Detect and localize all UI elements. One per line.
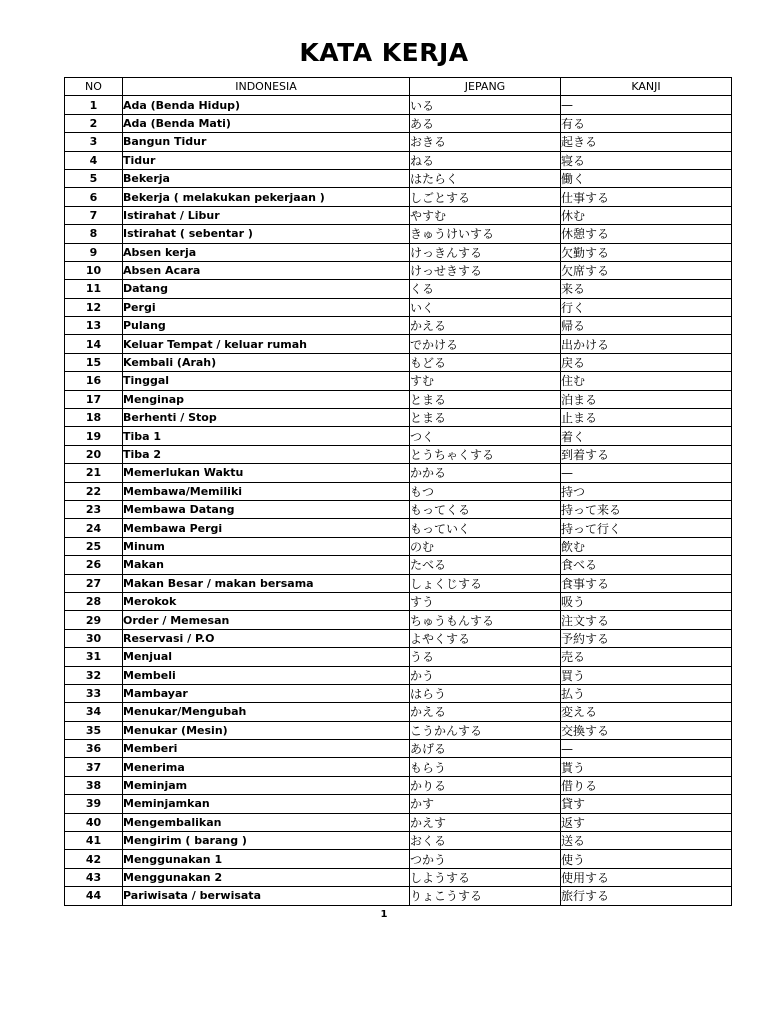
table-row <box>65 390 732 408</box>
cell-kanji: — <box>561 464 732 482</box>
cell-no: 36 <box>65 740 123 758</box>
cell-no: 30 <box>65 629 123 647</box>
cell-kanji: 吸う <box>561 592 732 610</box>
cell-jepang: けっせきする <box>410 261 561 279</box>
cell-indonesia: Bekerja ( melakukan pekerjaan ) <box>123 188 410 206</box>
cell-indonesia: Membawa Datang <box>123 500 410 518</box>
cell-jepang: でかける <box>410 335 561 353</box>
table-row <box>65 500 732 518</box>
cell-jepang: もってくる <box>410 500 561 518</box>
table-row <box>65 133 732 151</box>
cell-jepang: かえる <box>410 703 561 721</box>
cell-kanji: 返す <box>561 813 732 831</box>
table-row <box>65 887 732 905</box>
cell-indonesia: Minum <box>123 537 410 555</box>
cell-indonesia: Absen kerja <box>123 243 410 261</box>
cell-kanji: 仕事する <box>561 188 732 206</box>
cell-indonesia: Menjual <box>123 648 410 666</box>
cell-kanji: 買う <box>561 666 732 684</box>
cell-kanji: — <box>561 740 732 758</box>
cell-indonesia: Pulang <box>123 317 410 335</box>
cell-kanji: 戻る <box>561 353 732 371</box>
cell-kanji: 有る <box>561 114 732 132</box>
cell-kanji: 到着する <box>561 445 732 463</box>
cell-jepang: すう <box>410 592 561 610</box>
table-row <box>65 114 732 132</box>
column-header-kanji: KANJI <box>561 78 732 96</box>
cell-kanji: 行く <box>561 298 732 316</box>
cell-kanji: 食事する <box>561 574 732 592</box>
table-row <box>65 151 732 169</box>
cell-indonesia: Meminjam <box>123 776 410 794</box>
cell-no: 13 <box>65 317 123 335</box>
cell-no: 6 <box>65 188 123 206</box>
table-row <box>65 353 732 371</box>
cell-indonesia: Mambayar <box>123 684 410 702</box>
cell-kanji: 寝る <box>561 151 732 169</box>
cell-jepang: もどる <box>410 353 561 371</box>
cell-indonesia: Tinggal <box>123 372 410 390</box>
cell-kanji: 飲む <box>561 537 732 555</box>
cell-no: 33 <box>65 684 123 702</box>
cell-jepang: しようする <box>410 868 561 886</box>
cell-kanji: 帰る <box>561 317 732 335</box>
cell-no: 8 <box>65 225 123 243</box>
table-row <box>65 758 732 776</box>
cell-jepang: とうちゃくする <box>410 445 561 463</box>
cell-indonesia: Mengembalikan <box>123 813 410 831</box>
cell-jepang: りょこうする <box>410 887 561 905</box>
cell-kanji: 欠勤する <box>561 243 732 261</box>
page-number: 1 <box>380 909 388 920</box>
table-row <box>65 795 732 813</box>
table-row <box>65 280 732 298</box>
cell-kanji: 予約する <box>561 629 732 647</box>
cell-jepang: かかる <box>410 464 561 482</box>
cell-jepang: いる <box>410 96 561 114</box>
cell-no: 38 <box>65 776 123 794</box>
cell-jepang: こうかんする <box>410 721 561 739</box>
column-header-no: NO <box>65 78 123 96</box>
cell-jepang: はらう <box>410 684 561 702</box>
page-title: KATA KERJA <box>299 38 469 67</box>
cell-jepang: もつ <box>410 482 561 500</box>
cell-jepang: おきる <box>410 133 561 151</box>
cell-indonesia: Memberi <box>123 740 410 758</box>
cell-no: 11 <box>65 280 123 298</box>
cell-no: 28 <box>65 592 123 610</box>
cell-kanji: 休む <box>561 206 732 224</box>
cell-jepang: ねる <box>410 151 561 169</box>
table-row <box>65 703 732 721</box>
cell-indonesia: Mengirim ( barang ) <box>123 832 410 850</box>
cell-jepang: いく <box>410 298 561 316</box>
cell-indonesia: Ada (Benda Hidup) <box>123 96 410 114</box>
cell-indonesia: Pariwisata / berwisata <box>123 887 410 905</box>
table-row <box>65 813 732 831</box>
cell-kanji: 来る <box>561 280 732 298</box>
cell-indonesia: Makan Besar / makan bersama <box>123 574 410 592</box>
cell-no: 3 <box>65 133 123 151</box>
cell-kanji: 変える <box>561 703 732 721</box>
table-row <box>65 629 732 647</box>
cell-jepang: かす <box>410 795 561 813</box>
table-row <box>65 537 732 555</box>
cell-jepang: ちゅうもんする <box>410 611 561 629</box>
cell-jepang: やすむ <box>410 206 561 224</box>
cell-no: 27 <box>65 574 123 592</box>
table-row <box>65 556 732 574</box>
cell-indonesia: Membeli <box>123 666 410 684</box>
cell-no: 12 <box>65 298 123 316</box>
cell-jepang: もらう <box>410 758 561 776</box>
cell-kanji: 旅行する <box>561 887 732 905</box>
cell-kanji: 食べる <box>561 556 732 574</box>
table-row <box>65 169 732 187</box>
cell-jepang: しごとする <box>410 188 561 206</box>
cell-jepang: たべる <box>410 556 561 574</box>
cell-jepang: きゅうけいする <box>410 225 561 243</box>
cell-no: 32 <box>65 666 123 684</box>
cell-indonesia: Merokok <box>123 592 410 610</box>
cell-indonesia: Order / Memesan <box>123 611 410 629</box>
table-row <box>65 298 732 316</box>
cell-kanji: 持つ <box>561 482 732 500</box>
cell-jepang: すむ <box>410 372 561 390</box>
cell-jepang: ある <box>410 114 561 132</box>
cell-indonesia: Membawa Pergi <box>123 519 410 537</box>
table-row <box>65 850 732 868</box>
table-row <box>65 445 732 463</box>
cell-no: 16 <box>65 372 123 390</box>
cell-jepang: けっきんする <box>410 243 561 261</box>
cell-jepang: はたらく <box>410 169 561 187</box>
table-row <box>65 409 732 427</box>
table-body <box>65 96 732 905</box>
cell-indonesia: Tidur <box>123 151 410 169</box>
cell-kanji: 出かける <box>561 335 732 353</box>
cell-jepang: とまる <box>410 409 561 427</box>
cell-indonesia: Istirahat / Libur <box>123 206 410 224</box>
cell-no: 42 <box>65 850 123 868</box>
cell-no: 34 <box>65 703 123 721</box>
cell-jepang: もっていく <box>410 519 561 537</box>
cell-kanji: 使用する <box>561 868 732 886</box>
cell-kanji: 送る <box>561 832 732 850</box>
cell-no: 39 <box>65 795 123 813</box>
table-row <box>65 225 732 243</box>
cell-jepang: しょくじする <box>410 574 561 592</box>
table-row <box>65 868 732 886</box>
cell-kanji: 貰う <box>561 758 732 776</box>
cell-kanji: — <box>561 96 732 114</box>
cell-kanji: 欠席する <box>561 261 732 279</box>
cell-kanji: 起きる <box>561 133 732 151</box>
cell-jepang: かえる <box>410 317 561 335</box>
cell-indonesia: Tiba 1 <box>123 427 410 445</box>
cell-indonesia: Menggunakan 1 <box>123 850 410 868</box>
verb-table <box>64 77 732 906</box>
cell-indonesia: Datang <box>123 280 410 298</box>
table-row <box>65 776 732 794</box>
table-row <box>65 482 732 500</box>
cell-kanji: 持って来る <box>561 500 732 518</box>
cell-kanji: 注文する <box>561 611 732 629</box>
cell-no: 37 <box>65 758 123 776</box>
cell-indonesia: Kembali (Arah) <box>123 353 410 371</box>
cell-indonesia: Meminjamkan <box>123 795 410 813</box>
cell-jepang: うる <box>410 648 561 666</box>
cell-jepang: かりる <box>410 776 561 794</box>
cell-indonesia: Keluar Tempat / keluar rumah <box>123 335 410 353</box>
cell-no: 20 <box>65 445 123 463</box>
table-row <box>65 611 732 629</box>
cell-no: 9 <box>65 243 123 261</box>
cell-indonesia: Menukar/Mengubah <box>123 703 410 721</box>
cell-kanji: 貸す <box>561 795 732 813</box>
cell-no: 21 <box>65 464 123 482</box>
table-row <box>65 574 732 592</box>
cell-jepang: つく <box>410 427 561 445</box>
cell-indonesia: Berhenti / Stop <box>123 409 410 427</box>
cell-no: 41 <box>65 832 123 850</box>
cell-indonesia: Ada (Benda Mati) <box>123 114 410 132</box>
cell-indonesia: Memerlukan Waktu <box>123 464 410 482</box>
table-row <box>65 666 732 684</box>
cell-jepang: あげる <box>410 740 561 758</box>
cell-kanji: 払う <box>561 684 732 702</box>
cell-jepang: おくる <box>410 832 561 850</box>
table-row <box>65 335 732 353</box>
cell-jepang: のむ <box>410 537 561 555</box>
cell-no: 44 <box>65 887 123 905</box>
column-header-jepang: JEPANG <box>410 78 561 96</box>
cell-no: 35 <box>65 721 123 739</box>
cell-no: 29 <box>65 611 123 629</box>
cell-kanji: 休憩する <box>561 225 732 243</box>
cell-no: 4 <box>65 151 123 169</box>
cell-kanji: 交換する <box>561 721 732 739</box>
cell-indonesia: Bangun Tidur <box>123 133 410 151</box>
cell-no: 1 <box>65 96 123 114</box>
cell-kanji: 売る <box>561 648 732 666</box>
cell-no: 14 <box>65 335 123 353</box>
cell-indonesia: Menerima <box>123 758 410 776</box>
table-row <box>65 372 732 390</box>
cell-jepang: かう <box>410 666 561 684</box>
table-row <box>65 243 732 261</box>
cell-no: 2 <box>65 114 123 132</box>
cell-no: 23 <box>65 500 123 518</box>
cell-indonesia: Menggunakan 2 <box>123 868 410 886</box>
cell-no: 25 <box>65 537 123 555</box>
cell-indonesia: Membawa/Memiliki <box>123 482 410 500</box>
table-row <box>65 684 732 702</box>
cell-jepang: くる <box>410 280 561 298</box>
cell-indonesia: Bekerja <box>123 169 410 187</box>
cell-indonesia: Reservasi / P.O <box>123 629 410 647</box>
cell-kanji: 持って行く <box>561 519 732 537</box>
cell-indonesia: Makan <box>123 556 410 574</box>
cell-no: 15 <box>65 353 123 371</box>
cell-kanji: 借りる <box>561 776 732 794</box>
table-row <box>65 721 732 739</box>
table-row <box>65 427 732 445</box>
table-row <box>65 519 732 537</box>
table-row <box>65 464 732 482</box>
table-row <box>65 261 732 279</box>
cell-indonesia: Pergi <box>123 298 410 316</box>
cell-indonesia: Menukar (Mesin) <box>123 721 410 739</box>
table-header-row <box>65 78 732 96</box>
cell-no: 31 <box>65 648 123 666</box>
cell-no: 19 <box>65 427 123 445</box>
cell-kanji: 働く <box>561 169 732 187</box>
cell-no: 43 <box>65 868 123 886</box>
table-row <box>65 96 732 114</box>
cell-kanji: 止まる <box>561 409 732 427</box>
cell-jepang: つかう <box>410 850 561 868</box>
cell-no: 10 <box>65 261 123 279</box>
cell-indonesia: Tiba 2 <box>123 445 410 463</box>
cell-kanji: 泊まる <box>561 390 732 408</box>
cell-kanji: 使う <box>561 850 732 868</box>
table-row <box>65 740 732 758</box>
cell-no: 7 <box>65 206 123 224</box>
cell-kanji: 着く <box>561 427 732 445</box>
table-row <box>65 832 732 850</box>
table-row <box>65 317 732 335</box>
cell-indonesia: Menginap <box>123 390 410 408</box>
cell-no: 40 <box>65 813 123 831</box>
cell-jepang: かえす <box>410 813 561 831</box>
cell-no: 5 <box>65 169 123 187</box>
column-header-indonesia: INDONESIA <box>123 78 410 96</box>
table-row <box>65 592 732 610</box>
cell-no: 24 <box>65 519 123 537</box>
cell-jepang: とまる <box>410 390 561 408</box>
cell-no: 26 <box>65 556 123 574</box>
cell-indonesia: Absen Acara <box>123 261 410 279</box>
table-row <box>65 206 732 224</box>
cell-no: 17 <box>65 390 123 408</box>
cell-no: 22 <box>65 482 123 500</box>
table-row <box>65 648 732 666</box>
cell-no: 18 <box>65 409 123 427</box>
cell-jepang: よやくする <box>410 629 561 647</box>
cell-indonesia: Istirahat ( sebentar ) <box>123 225 410 243</box>
cell-kanji: 住む <box>561 372 732 390</box>
table-row <box>65 188 732 206</box>
